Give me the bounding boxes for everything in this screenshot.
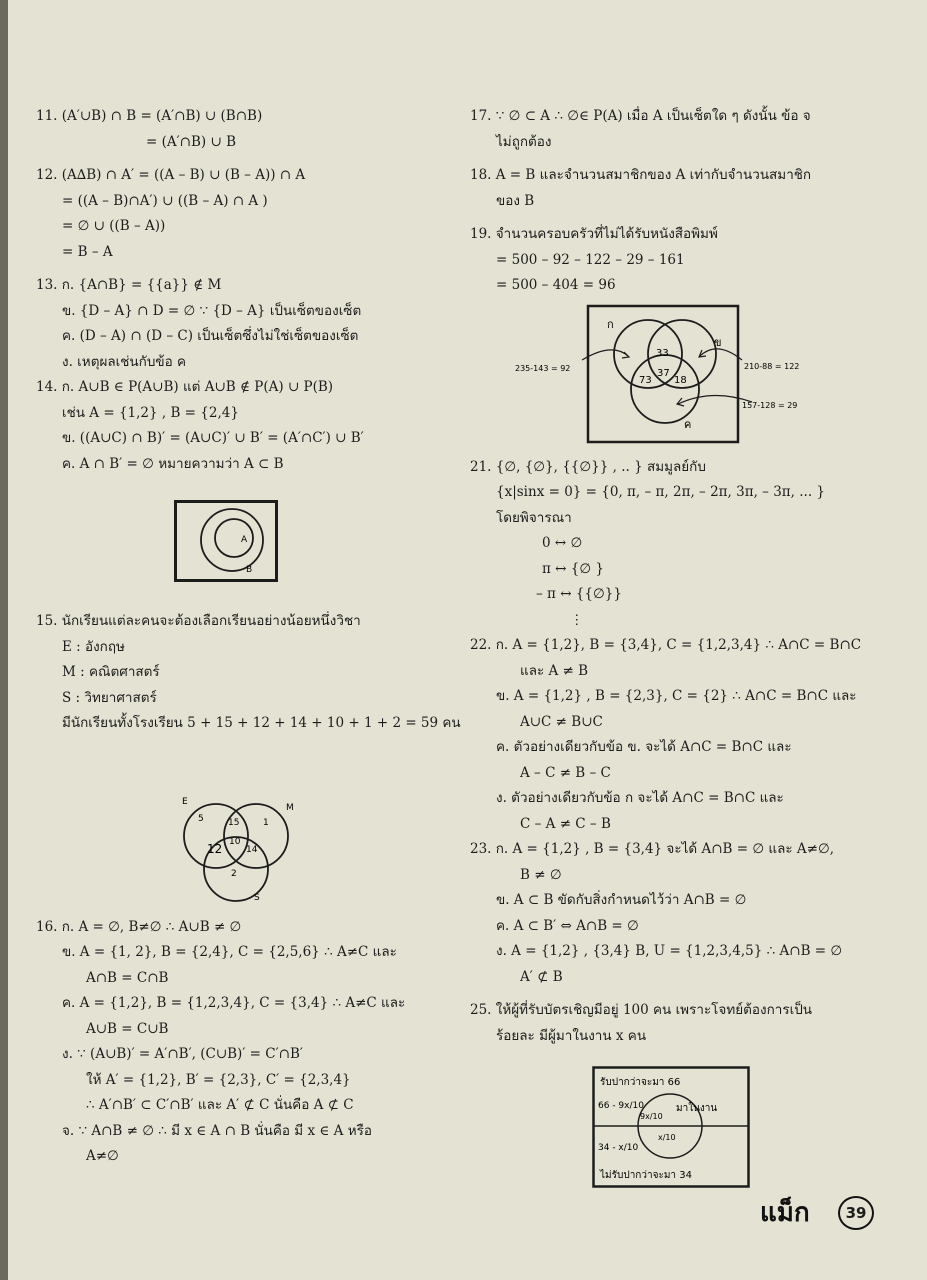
set-k-label: ก [607,318,614,331]
answer-22-b-cont: A∪C ≠ B∪C [520,713,603,730]
answer-12: 12. (A∆B) ∩ A′ = ((A – B) ∪ (B – A)) ∩ A [36,167,306,183]
answer-23-c: ค. A ⊂ B′ ⇔ A∩B = ∅ [496,917,639,934]
answer-21-map3: – π ↔ {{∅}} [536,586,622,602]
answer-21-consider: โดยพิจารณา [496,509,572,526]
answer-21: 21. {∅, {∅}, {{∅}} , .. } สมมูลย์กับ [470,458,706,475]
region-kh-kho: 18 [674,375,687,386]
answer-21-set: {x|sinx = 0} = {0, π, – π, 2π, – 2π, 3π, – 3π, ... } [496,484,825,500]
answer-16-b-cont: A∩B = C∩B [86,969,169,986]
note-right: 210-88 = 122 [744,362,800,371]
answer-22-c-cont: A – C ≠ B – C [520,764,611,781]
declined-label: ไม่รับปากว่าจะมา 34 [600,1170,692,1181]
answer-16-a: 16. ก. A = ∅, B≠∅ ∴ A∪B ≠ ∅ [36,918,242,935]
note-left: 235-143 = 92 [515,364,571,373]
region-e-s: 12 [207,842,223,856]
answer-21-dots: ⋮ [570,611,584,628]
answer-25: 25. ให้ผู้ที่รับบัตรเชิญมีอยู่ 100 คน เพราะโจทย์ต้องการเป็น [470,1002,813,1018]
answer-22-a-cont: และ A ≠ B [520,662,589,679]
answer-19-step2: = 500 – 404 = 96 [496,277,616,293]
answer-22-a: 22. ก. A = {1,2}, B = {3,4}, C = {1,2,3,4} ∴ A∩C = B∩C [470,637,862,653]
answer-22-c: ค. ตัวอย่างเดียวกับข้อ ข. จะได้ A∩C = B∩C และ [496,739,792,755]
venn-diagram-19 [512,304,822,444]
left-column [36,104,461,1170]
answer-16-c-cont: A∪B = C∪B [86,1020,169,1037]
answer-13-a: 13. ก. {A∩B} = {{a}} ∉ M [36,277,222,293]
answer-13-b: ข. {D – A} ∩ D = ∅ ∵ {D – A} เป็นเซ็ตของเซ็ต [62,302,362,319]
answer-21-map2: π ↔ {∅ } [542,560,604,577]
answer-16-d: ง. ∵ (A∪B)′ = A′∩B′, (C∪B)′ = C′∩B′ [62,1046,303,1062]
answer-22-d: ง. ตัวอย่างเดียวกับข้อ ก จะได้ A∩C = B∩C และ [496,790,784,806]
answer-11-cont: = (A′∩B) ∪ B [146,133,236,150]
answer-16-e: จ. ∵ A∩B ≠ ∅ ∴ มี x ∈ A ∩ B นั่นคือ มี x ∈ A หรือ [62,1122,372,1139]
magazine-brand: แม็ก [760,1198,810,1228]
region-e-m: 15 [228,818,240,828]
answer-13-c: ค. (D – A) ∩ (D – C) เป็นเซ็ตซึ่งไม่ใช่เซ็ตของเซ็ต [62,328,359,344]
answer-15-total: มีนักเรียนทั้งโรงเรียน 5 + 15 + 12 + 14 + 10 + 1 + 2 = 59 คน [62,715,461,731]
answer-15-e: E : อังกฤษ [62,638,125,655]
region-all: 37 [657,368,670,379]
page-edge [0,0,8,1280]
answer-21-map1: 0 ↔ ∅ [542,535,583,551]
region-k-kh: 33 [656,348,669,359]
region-e-only: 5 [198,814,204,824]
accepted-not-attend: 66 - 9x/10 [598,1101,644,1111]
answer-12-step1: = ((A – B)∩A′) ∪ ((B – A) ∩ A ) [62,192,268,209]
answer-23-a-cont: B ≠ ∅ [520,866,562,883]
answer-22-b: ข. A = {1,2} , B = {2,3}, C = {2} ∴ A∩C = B∩C และ [496,688,857,704]
accepted-label: รับปากว่าจะมา 66 [600,1077,681,1088]
answer-12-step2: = ∅ ∪ ((B – A)) [62,218,166,234]
answer-14-a: 14. ก. A∪B ∈ P(A∪B) แต่ A∪B ∉ P(A) ∪ P(B) [36,379,334,395]
region-m-only: 1 [263,818,269,828]
answer-16-c: ค. A = {1,2}, B = {1,2,3,4}, C = {3,4} ∴ A≠C และ [62,995,406,1011]
set-m-label: M [286,803,294,813]
set-kh-label: ข [714,336,722,349]
answer-16-b: ข. A = {1, 2}, B = {2,4}, C = {2,5,6} ∴ A≠C และ [62,944,397,960]
answer-14-b: ข. ((A∪C) ∩ B)′ = (A∪C)′ ∪ B′ = (A′∩C′) ∪ B′ [62,430,364,446]
right-column [470,104,870,1049]
answer-22-d-cont: C – A ≠ C – B [520,815,611,832]
region-m-s: 14 [246,845,258,855]
page-number: 39 [838,1196,874,1230]
answer-11: 11. (A′∪B) ∩ B = (A′∩B) ∪ (B∩B) [36,108,263,124]
set-s-label: S [254,893,260,903]
set-b-label: B [246,565,253,575]
answer-18: 18. A = B และจำนวนสมาชิกของ A เท่ากับจำนวนสมาชิก [470,167,812,183]
answer-16-d-conc: ∴ A′∩B′ ⊂ C′∩B′ และ A′ ⊄ C นั่นคือ A ⊄ C [86,1097,354,1113]
attend-declined: x/10 [658,1133,676,1142]
set-kho-label: ค [684,418,692,431]
set-a-label: A [241,535,248,545]
answer-15-m: M : คณิตศาสตร์ [62,664,160,680]
answer-13-d: ง. เหตุผลเช่นกับข้อ ค [62,353,187,370]
region-s-only: 2 [231,869,237,879]
answer-12-step3: = B – A [62,243,113,260]
answer-25-cont: ร้อยละ มีผู้มาในงาน x คน [496,1027,647,1044]
venn-diagram-14 [174,500,278,582]
answer-19-step1: = 500 – 92 – 122 – 29 – 161 [496,251,685,268]
answer-15: 15. นักเรียนแต่ละคนจะต้องเลือกเรียนอย่างน้อยหนึ่งวิชา [36,613,361,629]
answer-14-c: ค. A ∩ B′ = ∅ หมายความว่า A ⊂ B [62,455,284,472]
answer-18-cont: ของ B [496,192,535,209]
answer-16-e-cont: A≠∅ [86,1148,119,1164]
answer-14-example: เช่น A = {1,2} , B = {2,4} [62,404,239,421]
answer-23-b: ข. A ⊂ B ขัดกับสิ่งกำหนดไว้ว่า A∩B = ∅ [496,892,747,908]
venn-diagram-15 [176,794,296,906]
attend-label: มาในงาน [676,1103,718,1114]
answer-15-s: S : วิทยาศาสตร์ [62,689,157,706]
declined-not-attend: 34 - x/10 [598,1143,639,1153]
answer-16-d-let: ให้ A′ = {1,2}, B′ = {2,3}, C′ = {2,3,4} [86,1071,351,1088]
answer-17: 17. ∵ ∅ ⊂ A ∴ ∅∈ P(A) เมื่อ A เป็นเซ็ตใด ๆ ดังนั้น ข้อ จ [470,108,811,124]
answer-23-a: 23. ก. A = {1,2} , B = {3,4} จะได้ A∩B = ∅ และ A≠∅, [470,841,834,857]
answer-19: 19. จำนวนครอบครัวที่ไม่ได้รับหนังสือพิมพ์ [470,226,718,242]
diagram-25 [592,1066,750,1188]
answer-23-d: ง. A = {1,2} , {3,4} B, U = {1,2,3,4,5} ∴ A∩B = ∅ [496,943,843,959]
attend-accepted: 9x/10 [640,1112,663,1121]
answer-17-cont: ไม่ถูกต้อง [496,133,552,150]
region-all: 10 [229,837,241,847]
region-k-kho: 73 [639,375,652,386]
note-bottom: 157-128 = 29 [742,401,798,410]
set-e-label: E [182,797,188,807]
answer-23-d-cont: A′ ⊄ B [520,968,563,985]
